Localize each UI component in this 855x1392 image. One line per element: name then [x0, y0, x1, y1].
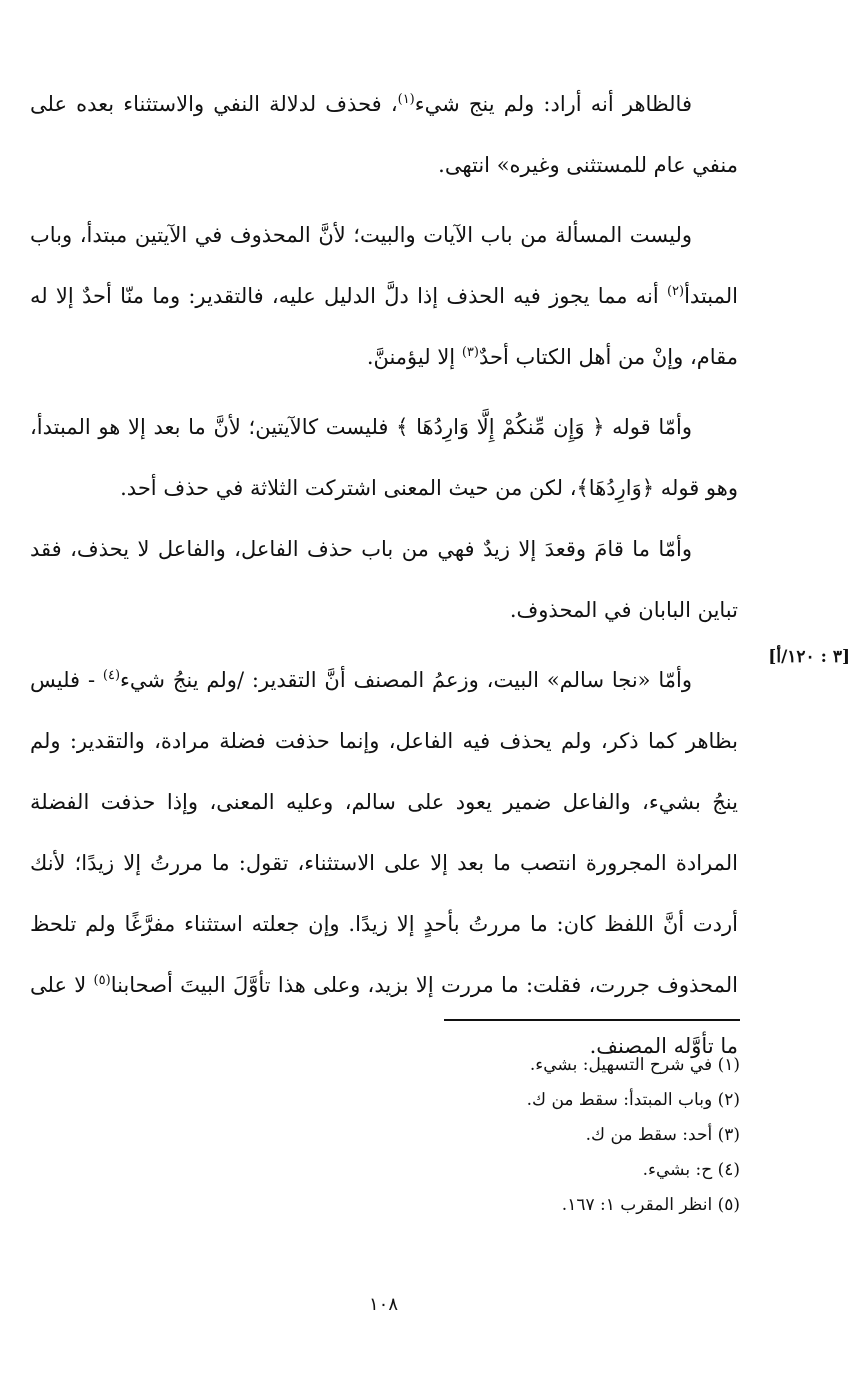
footnote-4: (٤) ح: بشيء. [642, 1160, 740, 1180]
paragraph-text: فالظاهر أنه أراد: ولم ينج شيء [414, 92, 692, 116]
paragraph-text: - فليس بظاهر كما ذكر، ولم يحذف فيه الفاعل، وإنما حذفت فضلة مرادة، والتقدير: ولم ينجُ بشيء، والفاعل ضمير يعود على سالم، وعليه المعنى، وإذا حذفت الفضلة المرادة المجرورة انتصب ما بعد إلا على الاستثناء، تقول: ما مررتُ إلا زيدًا؛ لأنك أردت أنَّ اللفظ كان: ما مررتُ بأحدٍ إلا زيدًا. وإن جعلته استثناء مفرَّغًا ولم تلحظ المحذوف جررت، فقلت: ما مررت إلا بزيد، وعلى هذا تأوَّلَ البيتَ أصحابنا [30, 668, 738, 997]
footnote-ref-3[interactable]: (٣) [461, 345, 479, 360]
paragraph-text: وأمّا «نجا سالم» البيت، وزعمُ المصنف أنَّ التقدير: /ولم ينجُ شيء [120, 668, 692, 692]
footnote-3: (٣) أحد: سقط من ك. [585, 1125, 740, 1145]
manuscript-folio-note: [٣ : ١٢٠/أ] [768, 647, 850, 667]
paragraph-text: ، فحذف لدلالة النفي والاستثناء بعده على منفي عام للمستثنى وغيره» انتهى. [30, 92, 738, 177]
footnote-ref-5[interactable]: (٥) [93, 973, 111, 988]
paragraph-3: وأمّا قوله ﴿ وَإِن مِّنكُمْ إِلَّا وَارِدُهَا ﴾ فليست كالآيتين؛ لأنَّ ما بعد إلا هو المبتدأ، وهو قوله ﴿وَارِدُهَا﴾، لكن من حيث المعنى اشتركت الثلاثة في حذف أحد. [30, 415, 738, 500]
footnote-1: (١) في شرح التسهيل: بشيء. [529, 1055, 740, 1075]
footnote-separator [444, 1019, 740, 1021]
footnotes [300, 1048, 740, 1223]
main-text [30, 74, 738, 1086]
paragraph-text: لا على ما تأوَّله المصنف. [30, 973, 738, 1058]
footnote-ref-1[interactable]: (١) [397, 92, 415, 107]
paragraph-5 [30, 650, 738, 1077]
page-number: ١٠٨ [368, 1294, 398, 1315]
paragraph-text: أنه مما يجوز فيه الحذف إذا دلَّ الدليل عليه، فالتقدير: وما منّا أحدٌ إلا له مقام، وإنْ من أهل الكتاب أحدٌ [30, 284, 738, 369]
footnote-ref-4[interactable]: (٤) [102, 668, 121, 683]
footnote-5: (٥) انظر المقرب ١: ١٦٧. [561, 1195, 740, 1215]
footnote-ref-2[interactable]: (٢) [666, 284, 685, 299]
footnote-2: (٢) وباب المبتدأ: سقط من ك. [526, 1090, 740, 1110]
paragraph-text: وليست المسألة من باب الآيات والبيت؛ لأنَّ المحذوف في الآيتين مبتدأ، وباب المبتدأ [30, 223, 738, 308]
paragraph-2 [30, 205, 738, 388]
paragraph-text: إلا ليؤمننَّ. [366, 345, 462, 369]
paragraph-1 [30, 74, 738, 196]
paragraph-4: وأمّا ما قامَ وقعدَ إلا زيدٌ فهي من باب حذف الفاعل، والفاعل لا يحذف، فقد تباين البابان في المحذوف. [30, 537, 738, 622]
